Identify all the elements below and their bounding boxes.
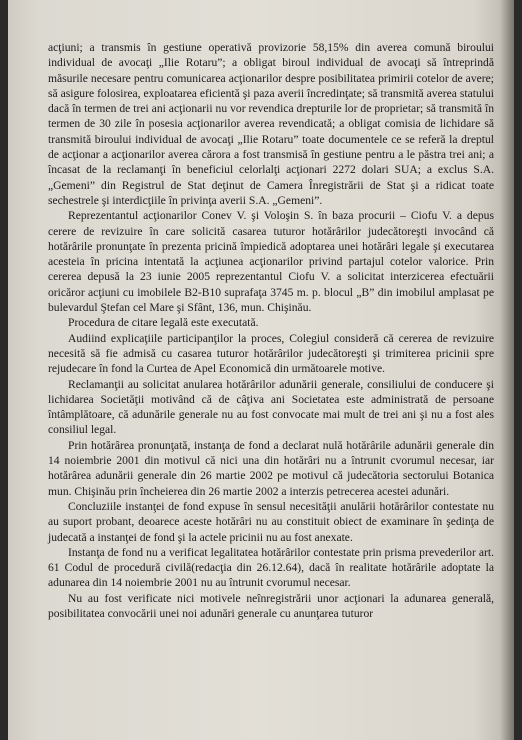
paragraph-6: Prin hotărârea pronunţată, instanţa de fond a declarat nulă hotărârile adunării generale din 14 noiembrie 2001 din motivul că nici una din hotărâri nu a întrunit cvorumul necesar, iar hotărârea adunării generale din 26 martie 2002 pe motivul că judecătoria sectorului Botanica mun. Chişinău prin încheierea din 26 martie 2002 a interzis petrecerea acestei adunări. <box>48 438 494 498</box>
paragraph-2: Reprezentantul acţionarilor Conev V. şi Voloşin S. în baza procurii – Ciofu V. a depus cerere de revizuire în care solicită casarea tuturor hotărârilor judecătoreşti invocând că hotărârile pronunţate în prezenta pricină împiedică adoptarea unei hotărâri legale şi executarea acesteia în pricina intentată la acţiunea acţionarilor privind partajul cotelor valorice. Prin cererea depusă la 23 iunie 2005 reprezentantul Ciofu V. a solicitat interzicerea efectuării oricăror acţiuni cu imobilele B2-B10 suprafaţa 3745 m. p. blocul „B” din imobilul amplasat pe bulevardul Ştefan cel Mare şi Sfânt, 136, mun. Chişinău. <box>48 209 494 315</box>
paragraph-8: Instanţa de fond nu a verificat legalitatea hotărârilor contestate prin prisma prevederilor art. 61 Codul de procedură civilă(redacţia din 26.12.64), dacă în realitate hotărârile adoptate la adunarea din 14 noiembrie 2001 nu au întrunit cvorumul necesar. <box>48 545 494 590</box>
paragraph-3: Procedura de citare legală este executată. <box>68 316 259 330</box>
page-edge-shadow <box>500 0 514 740</box>
paragraph-7: Concluziile instanţei de fond expuse în sensul necesităţii anulării hotărârilor contestate nu au suport probant, deoarece aceste hotărâri nu au constituit obiect de examinare în şedinţa de judecată a instanţei de fond şi la actele pricinii nu au fost anexate. <box>48 499 494 544</box>
paragraph-1: acţiuni; a transmis în gestiune operativă provizorie 58,15% din averea comună biroului individual de avocaţi „Ilie Rotaru”; a obligat biroul individual de avocaţi să întreprindă măsurile necesare pentru comunicarea acţionarilor despre posibilitatea primirii cotelor de avere; să asigure folosirea, exploatarea eficientă şi paza averii încredinţate; să transmită averea statului dacă în termen de trei ani acţionarii nu vor revendica drepturile lor de proprietar; să transmită în termen de 30 zile în posesia acţionarilor averea revendicată; a obligat comisia de lichidare să transmită biroului individual de avocaţi „Ilie Rotaru” toate documentele ce se referă la dreptul de acţionar a acţionarilor averea cărora a fost transmisă în gestiune pentru a le păstra trei ani; a încasat de la reclamanţi în beneficiul celorlalţi acţionari 2272 dolari SUA; a exclus S.A. „Gemeni” din Registrul de Stat deţinut de Camera Înregistrării de Stat şi a ridicat toate sechestrele şi interdicţiile în privinţa averii S.A. „Gemeni”. <box>48 41 494 207</box>
paragraph-9: Nu au fost verificate nici motivele neînregistrării unor acţionari la adunarea generală, posibilitatea convocării unei noi adunări generale cu anunţarea tuturor <box>48 591 494 620</box>
paragraph-5: Reclamanţii au solicitat anularea hotărârilor adunării generale, consiliului de conducere şi lichidarea Societăţii motivând că de câţiva ani Societatea este administrată de persoane întâmplătoare, că adunările generale nu au fost convocate mai mult de trei ani şi nu a fost ales consiliul legal. <box>48 377 494 437</box>
document-body <box>48 40 494 621</box>
paragraph-4: Audiind explicaţiile participanţilor la proces, Colegiul consideră că cererea de revizuire necesită să fie admisă cu casarea tuturor hotărârilor judecătoreşti şi trimiterea pricinii spre rejudecare în fond la Curtea de Apel Economică din următoarele motive. <box>48 331 494 376</box>
scanned-page <box>8 0 514 740</box>
